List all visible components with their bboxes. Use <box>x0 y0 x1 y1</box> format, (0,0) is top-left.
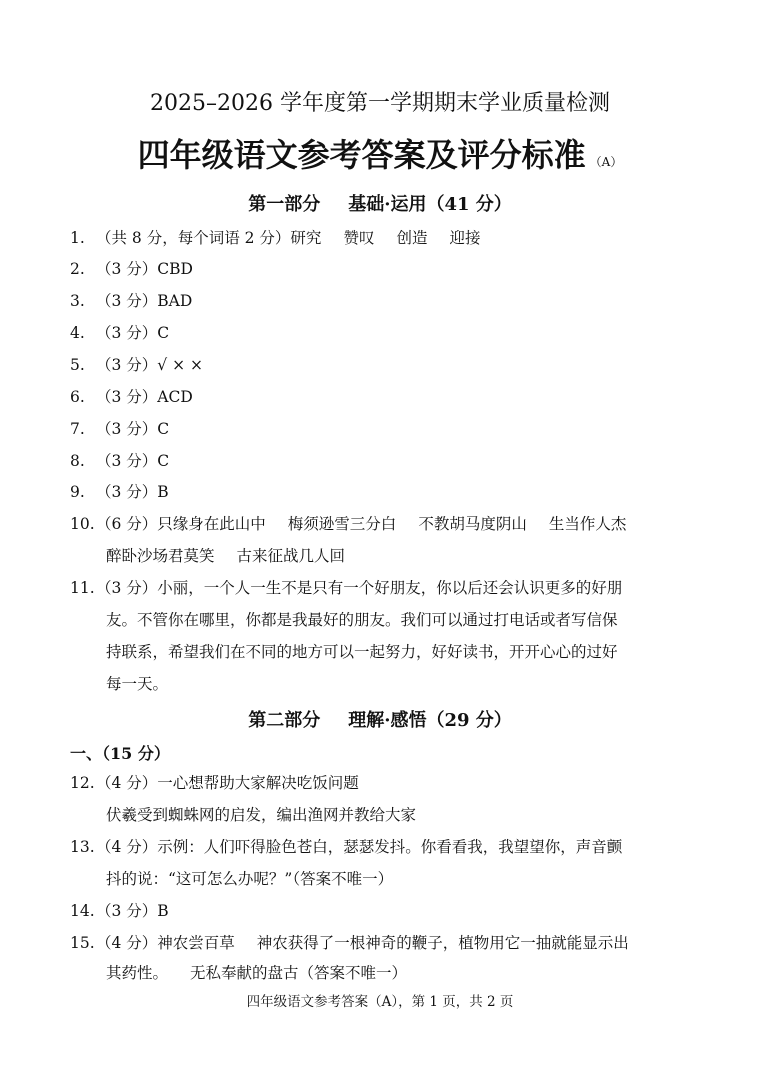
answer-q11-line1: 11.（3 分）小丽，一个人一生不是只有一个好朋友，你以后还会认识更多的好朋 <box>70 579 623 597</box>
answer-q12-line2: 伏羲受到蜘蛛网的启发，编出渔网并教给大家 <box>106 806 417 824</box>
part1-name: 基础·运用（41 分） <box>348 194 512 215</box>
answer-q13-line1: 13.（4 分）示例：人们吓得脸色苍白，瑟瑟发抖。你看看我，我望望你，声音颤 <box>70 838 623 856</box>
part2-name: 理解·感悟（29 分） <box>348 710 512 731</box>
answer-q1: 1. （共 8 分，每个词语 2 分）研究 赞叹 创造 迎接 <box>70 229 481 247</box>
answer-q8: 8. （3 分）C <box>70 452 170 470</box>
section-one-heading: 一、（15 分） <box>70 744 170 763</box>
part2-heading <box>0 706 760 732</box>
answer-q2: 2. （3 分）CBD <box>70 260 193 278</box>
answer-q11-line4: 每一天。 <box>106 675 169 693</box>
part1-label: 第一部分 <box>248 194 321 215</box>
page-footer: 四年级语文参考答案（A），第 1 页，共 2 页 <box>246 994 514 1010</box>
answer-q15-line2: 其药性。 无私奉献的盘古（答案不唯一） <box>106 964 408 982</box>
answer-q11-line2: 友。不管你在哪里，你都是我最好的朋友。我们可以通过打电话或者写信保 <box>106 611 618 629</box>
answer-q9: 9. （3 分）B <box>70 483 169 501</box>
document-title-text: 四年级语文参考答案及评分标准 <box>137 136 586 174</box>
answer-q10-line1: 10.（6 分）只缘身在此山中 梅须逊雪三分白 不教胡马度阴山 生当作人杰 <box>70 515 627 533</box>
answer-q10-line2: 醉卧沙场君莫笑 古来征战几人回 <box>106 547 346 565</box>
answer-q12-line1: 12.（4 分）一心想帮助大家解决吃饭问题 <box>70 774 359 792</box>
part2-label: 第二部分 <box>248 710 321 731</box>
answer-q11-line3: 持联系，希望我们在不同的地方可以一起努力，好好读书，开开心心的过好 <box>106 643 618 661</box>
version-suffix: （A） <box>589 155 623 169</box>
answer-q7: 7. （3 分）C <box>70 420 170 438</box>
answer-q13-line2: 抖的说：“这可怎么办呢？”（答案不唯一） <box>106 870 394 888</box>
exam-title: 2025–2026 学年度第一学期期末学业质量检测 <box>150 91 610 116</box>
answer-q4: 4. （3 分）C <box>70 324 170 342</box>
answer-q6: 6. （3 分）ACD <box>70 388 193 406</box>
answer-q15-line1: 15.（4 分）神农尝百草 神农获得了一根神奇的鞭子，植物用它一抽就能显示出 <box>70 934 629 952</box>
answer-q14: 14.（3 分）B <box>70 902 169 920</box>
document-title <box>0 130 760 176</box>
answer-q3: 3. （3 分）BAD <box>70 292 193 310</box>
answer-q5: 5. （3 分）√ × × <box>70 356 203 374</box>
part1-heading <box>0 190 760 216</box>
